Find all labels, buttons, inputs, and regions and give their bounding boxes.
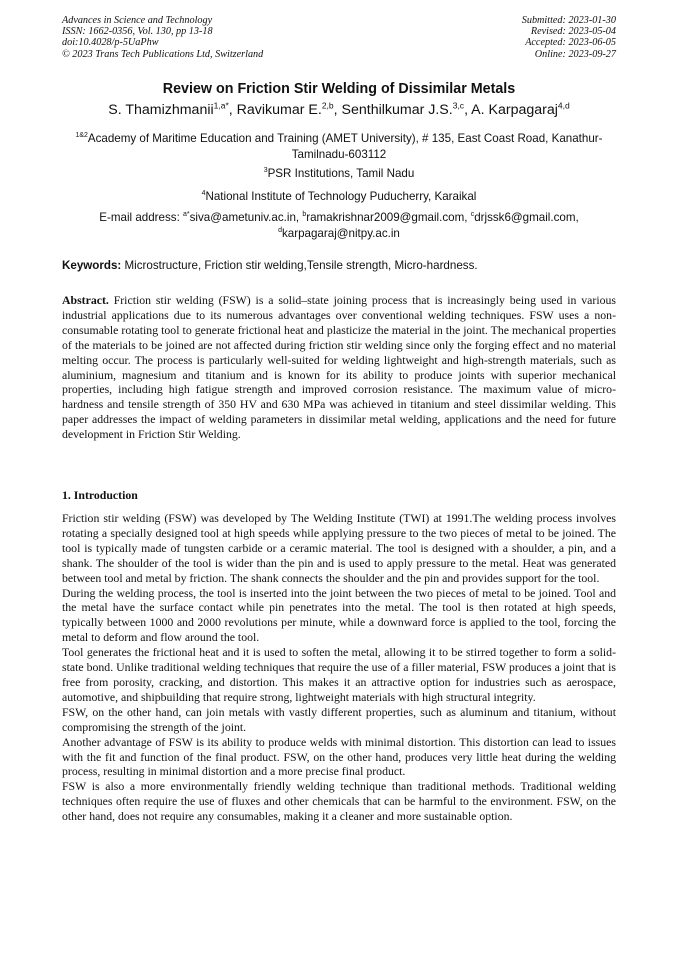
section-heading-introduction: 1. Introduction	[62, 488, 138, 502]
abstract	[62, 293, 616, 442]
journal-issn: ISSN: 1662-0356, Vol. 130, pp 13-18	[62, 26, 213, 38]
email-2[interactable]: ramakrishnar2009@gmail.com,	[306, 211, 471, 224]
date-online: Online: 2023-09-27	[534, 48, 616, 60]
keywords-label: Keywords:	[62, 259, 122, 272]
email-addresses	[62, 210, 616, 242]
author-4: , A. Karpagaraj	[464, 102, 558, 118]
date-submitted: Submitted: 2023-01-30	[521, 15, 616, 26]
journal-doi: doi:10.4028/p-5UaPhw	[62, 37, 159, 49]
email-1-marker: a*	[183, 211, 190, 219]
author-3-affiliation: 3,c	[452, 100, 465, 111]
author-4-affiliation: 4,d	[557, 100, 570, 111]
abstract-text: Friction stir welding (FSW) is a solid–state joining process that is increasingly being used in various industrial applications due to its numerous advantages over conventional welding techniques. FSW uses a non-consumable rotating tool to generate frictional heat and plasticize the material in the joint. The mechanical properties of the materials to be joined are not affected during friction stir welding since only the forging effect and no material melting occur. The process is particularly well-suited for welding lightweight and high-strength materials, such as aluminium, magnesium and titanium and is known for its ability to produce joints with superior mechanical properties, including high fatigue strength and improved corrosion resistance. The maximum value of micro-hardness and tensile strength of 350 HV and 630 MPa was achieved in titanium and steel dissimilar welding. This paper addresses the impact of welding parameters in dissimilar metal welding, applications and the need for future development in Friction Stir Welding.	[62, 293, 616, 442]
author-2-affiliation: 2,b	[321, 100, 334, 111]
date-accepted: Accepted: 2023-06-05	[525, 37, 616, 49]
journal-copyright: © 2023 Trans Tech Publications Ltd, Switzerland	[62, 48, 264, 60]
author-1-affiliation: 1,a*	[213, 100, 229, 111]
affiliation-3-marker: 4	[201, 190, 206, 198]
affiliation-1-marker: 1&2	[75, 132, 88, 140]
paragraph: FSW, on the other hand, can join metals with vastly different properties, such as aluminum and titanium, without compromising the strength of the joint.	[62, 704, 616, 734]
email-4-marker: d	[278, 227, 282, 235]
affiliation-3	[62, 189, 616, 205]
author-list	[40, 102, 638, 118]
email-4[interactable]: karpagaraj@nitpy.ac.in	[281, 227, 400, 240]
email-3[interactable]: drjssk6@gmail.com,	[474, 211, 579, 224]
author-1: S. Thamizhmanii	[108, 102, 214, 118]
paper-title: Review on Friction Stir Welding of Dissimilar Metals	[162, 81, 516, 97]
paragraph: Friction stir welding (FSW) was developed by The Welding Institute (TWI) at 1991.The welding process involves rotating a specially designed tool at high speeds while applying pressure to the two pieces of metal to be joined. The tool is typically made of tungsten carbide or a ceramic material. The tool is designed with a shoulder, a pin, and a shank. The shoulder of the tool is wider than the pin and is used to apply pressure to the metal. Heat was generated between tool and metal by friction. The shank connects the shoulder and the pin and provides support for the tool.	[62, 511, 616, 585]
affiliation-3-text: National Institute of Technology Puducherry, Karaikal	[205, 190, 477, 203]
email-2-marker: b	[302, 211, 307, 219]
publication-dates	[522, 15, 616, 60]
affiliation-1	[62, 131, 616, 163]
paragraph: Tool generates the frictional heat and it is used to soften the metal, allowing it to be stirred together to form a solid-state bond. Unlike traditional welding techniques that require the use of a filler material, FSW produces a joint that is free from porosity, cracking, and distortion. This makes it an attractive option for industries such as aerospace, automotive, and shipbuilding that require strong, lightweight materials with high structural integrity.	[62, 645, 616, 704]
author-3: , Senthilkumar J.S.	[333, 102, 453, 118]
email-3-marker: c	[470, 211, 475, 219]
introduction-body	[62, 511, 616, 824]
paragraph: Another advantage of FSW is its ability to produce welds with minimal distortion. This distortion can lead to issues with the fit and function of the final product. FSW, on the other hand, produces very little heat during the welding process, resulting in minimal distortion and a more precise final product.	[62, 734, 616, 779]
date-revised: Revised: 2023-05-04	[530, 26, 616, 38]
journal-name: Advances in Science and Technology	[62, 15, 213, 26]
author-2: , Ravikumar E.	[228, 102, 322, 118]
journal-info	[62, 15, 263, 60]
keywords	[62, 259, 616, 272]
affiliation-2-text: PSR Institutions, Tamil Nadu	[267, 167, 415, 180]
email-1[interactable]: siva@ametuniv.ac.in,	[189, 211, 303, 224]
paragraph: FSW is also a more environmentally friendly welding technique than traditional methods. Traditional welding techniques often require the use of fluxes and other chemicals that can be harmful to the environment. FSW, on the other hand, does not require any consumables, making it a cleaner and more sustainable option.	[62, 779, 616, 824]
abstract-label: Abstract.	[62, 293, 109, 307]
affiliation-2-marker: 3	[263, 167, 268, 175]
affiliation-2	[62, 166, 616, 182]
keywords-text: Microstructure, Friction stir welding,Tensile strength, Micro-hardness.	[121, 259, 478, 272]
affiliation-1-text: Academy of Maritime Education and Training (AMET University), # 135, East Coast Road, Kanathur-Tamilnadu-603112	[87, 132, 603, 161]
paragraph: During the welding process, the tool is inserted into the joint between the two pieces of metal to be joined. Tool and the metal have the surface contact while pin penetrates into the metal. The tool is then rotated at high speeds, typically between 1000 and 2000 revolutions per minute, while a downward force is applied to the tool, forcing the metal to deform and flow around the tool.	[62, 585, 616, 645]
email-label: E-mail address:	[99, 211, 184, 224]
